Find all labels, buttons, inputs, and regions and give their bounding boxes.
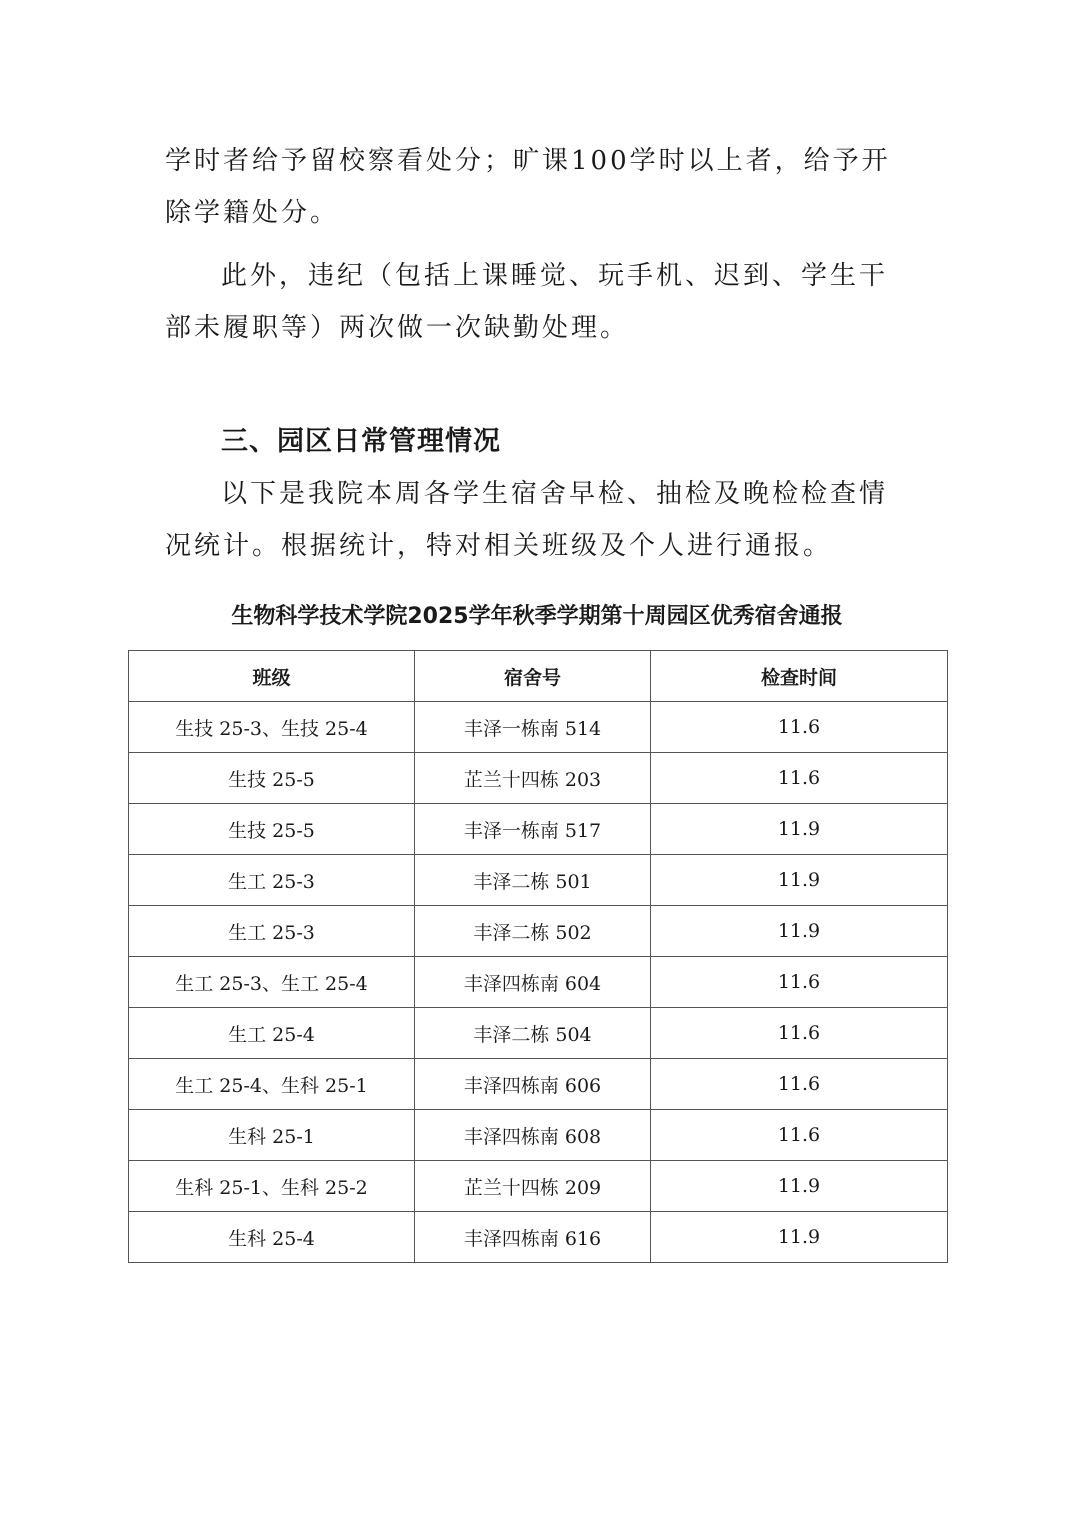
table-row bbox=[129, 1008, 948, 1059]
cell-class: 生工 25-3 bbox=[129, 906, 415, 957]
cell-check-time: 11.6 bbox=[651, 1008, 948, 1059]
table-row bbox=[129, 906, 948, 957]
cell-class: 生技 25-3、生技 25-4 bbox=[129, 702, 415, 753]
cell-dorm-number: 芷兰十四栋 203 bbox=[415, 753, 651, 804]
cell-class: 生工 25-3、生工 25-4 bbox=[129, 957, 415, 1008]
table-header-row bbox=[129, 651, 948, 702]
table-row bbox=[129, 1110, 948, 1161]
table-row bbox=[129, 1059, 948, 1110]
table-row bbox=[129, 1212, 948, 1263]
cell-dorm-number: 丰泽四栋南 604 bbox=[415, 957, 651, 1008]
cell-check-time: 11.9 bbox=[651, 906, 948, 957]
cell-check-time: 11.9 bbox=[651, 1161, 948, 1212]
header-check-time: 检查时间 bbox=[651, 651, 948, 702]
section-heading: 三、园区日常管理情况 bbox=[221, 426, 501, 457]
cell-check-time: 11.9 bbox=[651, 855, 948, 906]
paragraph-discipline: 此外，违纪（包括上课睡觉、玩手机、迟到、学生干部未履职等）两次做一次缺勤处理。 bbox=[165, 261, 889, 343]
cell-dorm-number: 丰泽四栋南 616 bbox=[415, 1212, 651, 1263]
table-row bbox=[129, 855, 948, 906]
cell-class: 生科 25-1 bbox=[129, 1110, 415, 1161]
table-body bbox=[129, 702, 948, 1263]
cell-dorm-number: 丰泽一栋南 514 bbox=[415, 702, 651, 753]
table-row bbox=[129, 753, 948, 804]
dorm-table bbox=[128, 650, 948, 1263]
cell-dorm-number: 丰泽四栋南 608 bbox=[415, 1110, 651, 1161]
cell-check-time: 11.9 bbox=[651, 1212, 948, 1263]
cell-dorm-number: 丰泽二栋 504 bbox=[415, 1008, 651, 1059]
cell-class: 生技 25-5 bbox=[129, 804, 415, 855]
table-row bbox=[129, 1161, 948, 1212]
cell-check-time: 11.6 bbox=[651, 957, 948, 1008]
cell-check-time: 11.6 bbox=[651, 702, 948, 753]
cell-class: 生科 25-4 bbox=[129, 1212, 415, 1263]
table-row bbox=[129, 804, 948, 855]
cell-dorm-number: 丰泽二栋 501 bbox=[415, 855, 651, 906]
paragraph-absence-penalty: 学时者给予留校察看处分；旷课100学时以上者，给予开除学籍处分。 bbox=[165, 146, 891, 228]
cell-dorm-number: 丰泽四栋南 606 bbox=[415, 1059, 651, 1110]
cell-class: 生工 25-4 bbox=[129, 1008, 415, 1059]
cell-check-time: 11.6 bbox=[651, 1059, 948, 1110]
cell-check-time: 11.6 bbox=[651, 1110, 948, 1161]
cell-dorm-number: 丰泽二栋 502 bbox=[415, 906, 651, 957]
cell-class: 生工 25-3 bbox=[129, 855, 415, 906]
cell-class: 生工 25-4、生科 25-1 bbox=[129, 1059, 415, 1110]
cell-check-time: 11.9 bbox=[651, 804, 948, 855]
header-dorm-number: 宿舍号 bbox=[415, 651, 651, 702]
cell-dorm-number: 丰泽一栋南 517 bbox=[415, 804, 651, 855]
header-class: 班级 bbox=[129, 651, 415, 702]
table-row bbox=[129, 702, 948, 753]
table-row bbox=[129, 957, 948, 1008]
cell-check-time: 11.6 bbox=[651, 753, 948, 804]
cell-class: 生科 25-1、生科 25-2 bbox=[129, 1161, 415, 1212]
cell-class: 生技 25-5 bbox=[129, 753, 415, 804]
cell-dorm-number: 芷兰十四栋 209 bbox=[415, 1161, 651, 1212]
table-title: 生物科学技术学院2025学年秋季学期第十周园区优秀宿舍通报 bbox=[231, 604, 843, 629]
paragraph-dorm-intro: 以下是我院本周各学生宿舍早检、抽检及晚检检查情况统计。根据统计，特对相关班级及个人进行通报。 bbox=[165, 479, 889, 561]
